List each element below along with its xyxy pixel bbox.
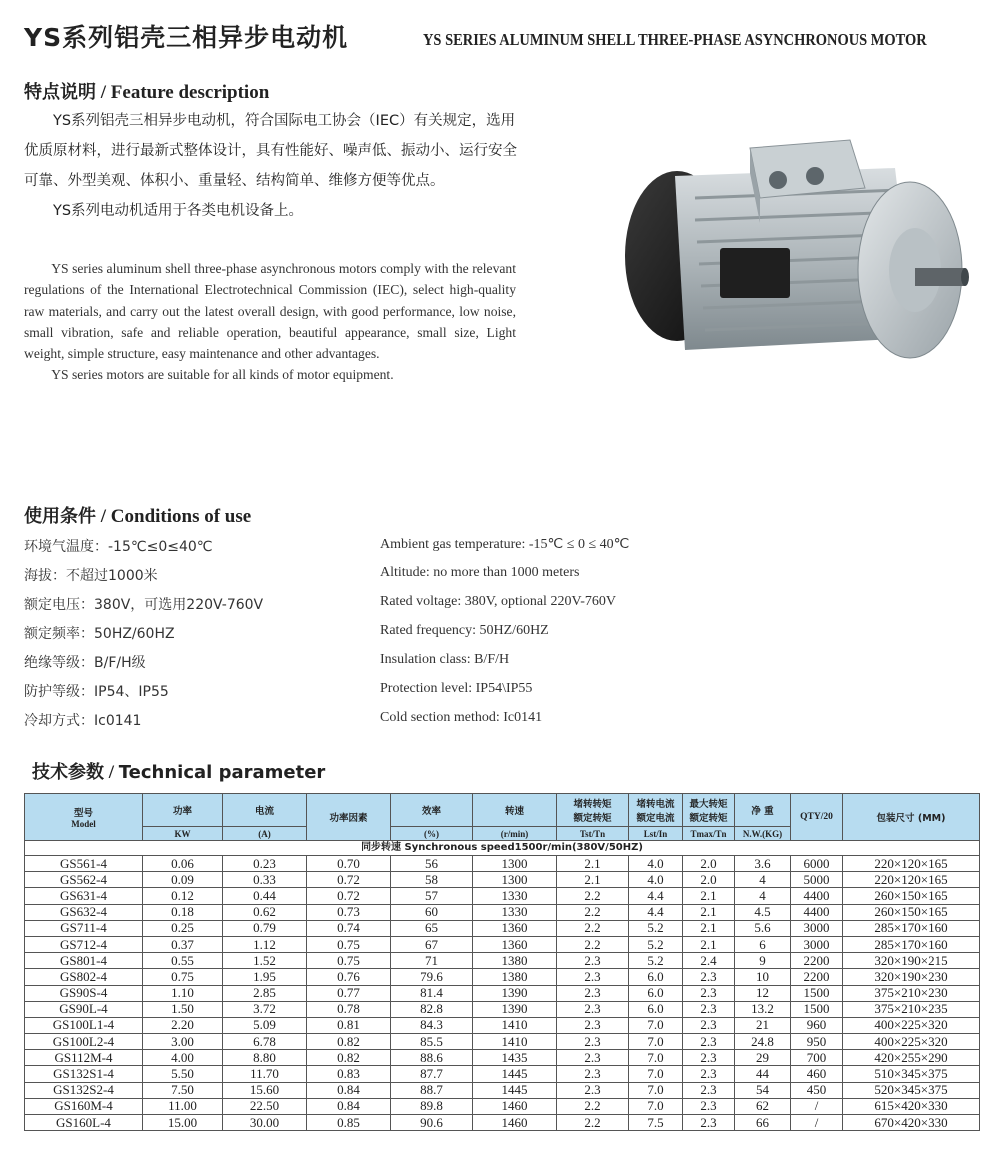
table-cell: 0.25 bbox=[143, 920, 223, 936]
table-cell: 6000 bbox=[791, 856, 843, 872]
header-locked-torque: 堵转转矩 额定转矩 bbox=[557, 794, 629, 827]
table-cell: 2.1 bbox=[683, 920, 735, 936]
table-cell: 8.80 bbox=[223, 1050, 307, 1066]
table-cell: 7.0 bbox=[629, 1082, 683, 1098]
table-cell: 400×225×320 bbox=[843, 1034, 980, 1050]
technical-table bbox=[24, 793, 979, 1131]
header-net-weight: 净 重 bbox=[735, 794, 791, 827]
table-cell: 3000 bbox=[791, 920, 843, 936]
table-cell: 375×210×235 bbox=[843, 1001, 980, 1017]
table-cell: 5.2 bbox=[629, 936, 683, 952]
table-cell: 2.1 bbox=[557, 872, 629, 888]
table-cell: 90.6 bbox=[391, 1115, 473, 1131]
unit-current: (A) bbox=[223, 827, 307, 841]
table-cell: 0.55 bbox=[143, 953, 223, 969]
table-cell: 5.2 bbox=[629, 953, 683, 969]
table-cell: 85.5 bbox=[391, 1034, 473, 1050]
table-cell: 1.50 bbox=[143, 1001, 223, 1017]
table-cell: 950 bbox=[791, 1034, 843, 1050]
feature-heading bbox=[24, 78, 269, 104]
table-cell: 4400 bbox=[791, 904, 843, 920]
table-cell: 0.83 bbox=[307, 1066, 391, 1082]
table-cell: 0.70 bbox=[307, 856, 391, 872]
table-cell: 0.79 bbox=[223, 920, 307, 936]
table-row bbox=[25, 953, 980, 969]
table-cell: 220×120×165 bbox=[843, 856, 980, 872]
feature-en-paragraph-2: YS series motors are suitable for all kinds of motor equipment. bbox=[51, 367, 394, 383]
table-cell: GS90L-4 bbox=[25, 1001, 143, 1017]
condition-en-4: Rated frequency: 50HZ/60HZ bbox=[380, 623, 549, 638]
table-cell: 79.6 bbox=[391, 969, 473, 985]
table-cell: 2200 bbox=[791, 969, 843, 985]
table-row bbox=[25, 985, 980, 1001]
table-cell: 1390 bbox=[473, 1001, 557, 1017]
table-cell: 87.7 bbox=[391, 1066, 473, 1082]
table-cell: 2.4 bbox=[683, 953, 735, 969]
table-cell: 29 bbox=[735, 1050, 791, 1066]
table-cell: 0.37 bbox=[143, 936, 223, 952]
table-cell: GS561-4 bbox=[25, 856, 143, 872]
table-cell: 520×345×375 bbox=[843, 1082, 980, 1098]
table-cell: 2.3 bbox=[683, 1098, 735, 1114]
table-cell: 5.6 bbox=[735, 920, 791, 936]
feature-cn-paragraph-2: YS系列电动机适用于各类电机设备上。 bbox=[53, 203, 304, 219]
table-cell: GS631-4 bbox=[25, 888, 143, 904]
table-cell: 1460 bbox=[473, 1098, 557, 1114]
feature-en-paragraph-1: YS series aluminum shell three-phase asynchronous motors comply with the relevant regulations of the International Electrotechnical Commission (IEC), select high-quality raw materials, and carry out the latest overall design, with good performance, low noise, small vibration, safe and reliable operation, beautiful appearance, small size, Light weight, simple structure, easy maintenance and other advantages. bbox=[24, 261, 516, 362]
table-cell: 1435 bbox=[473, 1050, 557, 1066]
table-cell: 4 bbox=[735, 872, 791, 888]
table-cell: 13.2 bbox=[735, 1001, 791, 1017]
table-cell: 285×170×160 bbox=[843, 936, 980, 952]
table-cell: GS100L1-4 bbox=[25, 1017, 143, 1033]
table-cell: 0.12 bbox=[143, 888, 223, 904]
header-power: 功率 bbox=[143, 794, 223, 827]
feature-text-cn bbox=[24, 106, 519, 226]
table-cell: 2.3 bbox=[557, 1001, 629, 1017]
table-cell: 2.3 bbox=[557, 969, 629, 985]
table-cell: 6 bbox=[735, 936, 791, 952]
table-row bbox=[25, 1017, 980, 1033]
table-cell: 62 bbox=[735, 1098, 791, 1114]
condition-cn-1: 环境气温度：-15℃≤0≤40℃ bbox=[24, 539, 213, 555]
table-cell: 2.3 bbox=[557, 1017, 629, 1033]
table-cell: GS802-4 bbox=[25, 969, 143, 985]
table-cell: 400×225×320 bbox=[843, 1017, 980, 1033]
table-row bbox=[25, 856, 980, 872]
table-cell: 320×190×230 bbox=[843, 969, 980, 985]
feature-text-en bbox=[24, 258, 516, 386]
table-cell: GS90S-4 bbox=[25, 985, 143, 1001]
table-cell: 0.84 bbox=[307, 1082, 391, 1098]
table-cell: GS562-4 bbox=[25, 872, 143, 888]
table-cell: 0.44 bbox=[223, 888, 307, 904]
table-row bbox=[25, 1050, 980, 1066]
table-cell: GS160M-4 bbox=[25, 1098, 143, 1114]
table-cell: 7.50 bbox=[143, 1082, 223, 1098]
table-cell: / bbox=[791, 1098, 843, 1114]
table-cell: 5.2 bbox=[629, 920, 683, 936]
table-cell: 1445 bbox=[473, 1066, 557, 1082]
table-cell: 0.62 bbox=[223, 904, 307, 920]
table-cell: 1.12 bbox=[223, 936, 307, 952]
table-cell: 7.5 bbox=[629, 1115, 683, 1131]
unit-power: KW bbox=[143, 827, 223, 841]
table-cell: 2.2 bbox=[557, 1115, 629, 1131]
technical-heading-en: Technical parameter bbox=[118, 762, 326, 783]
feature-heading-cn: 特点说明 bbox=[24, 82, 96, 103]
condition-en-5: Insulation class: B/F/H bbox=[380, 652, 510, 667]
table-cell: 2.2 bbox=[557, 888, 629, 904]
table-cell: 0.72 bbox=[307, 872, 391, 888]
header-qty: QTY/20 bbox=[791, 794, 843, 841]
unit-locked-torque: Tst/Tn bbox=[557, 827, 629, 841]
table-cell: 9 bbox=[735, 953, 791, 969]
table-row bbox=[25, 1066, 980, 1082]
page-title-cn: YS系列铝壳三相异步电动机 bbox=[24, 23, 349, 52]
unit-efficiency: (%) bbox=[391, 827, 473, 841]
header-model: 型号 Model bbox=[25, 794, 143, 841]
table-cell: 11.00 bbox=[143, 1098, 223, 1114]
conditions-heading bbox=[24, 502, 251, 528]
table-row bbox=[25, 1115, 980, 1131]
table-cell: 2.3 bbox=[557, 1034, 629, 1050]
table-cell: 0.73 bbox=[307, 904, 391, 920]
table-cell: 4.4 bbox=[629, 888, 683, 904]
unit-locked-current: Lst/In bbox=[629, 827, 683, 841]
unit-speed: (r/min) bbox=[473, 827, 557, 841]
table-cell: 12 bbox=[735, 985, 791, 1001]
unit-net-weight: N.W.(KG) bbox=[735, 827, 791, 841]
table-cell: 2.85 bbox=[223, 985, 307, 1001]
table-cell: 56 bbox=[391, 856, 473, 872]
table-cell: 60 bbox=[391, 904, 473, 920]
table-cell: 320×190×215 bbox=[843, 953, 980, 969]
table-row bbox=[25, 872, 980, 888]
table-cell: 57 bbox=[391, 888, 473, 904]
table-cell: 3000 bbox=[791, 936, 843, 952]
table-cell: 2.3 bbox=[557, 1050, 629, 1066]
table-cell: 7.0 bbox=[629, 1034, 683, 1050]
condition-cn-7: 冷却方式：Ic0141 bbox=[24, 713, 142, 729]
table-cell: 11.70 bbox=[223, 1066, 307, 1082]
table-cell: GS100L2-4 bbox=[25, 1034, 143, 1050]
table-row bbox=[25, 936, 980, 952]
table-cell: 88.6 bbox=[391, 1050, 473, 1066]
table-cell: 6.0 bbox=[629, 969, 683, 985]
table-cell: 0.09 bbox=[143, 872, 223, 888]
table-cell: 0.82 bbox=[307, 1050, 391, 1066]
table-cell: 700 bbox=[791, 1050, 843, 1066]
table-cell: 71 bbox=[391, 953, 473, 969]
table-cell: 0.78 bbox=[307, 1001, 391, 1017]
table-cell: GS632-4 bbox=[25, 904, 143, 920]
table-cell: 4.00 bbox=[143, 1050, 223, 1066]
table-cell: 0.72 bbox=[307, 888, 391, 904]
conditions-heading-en: Conditions of use bbox=[110, 506, 252, 527]
table-cell: 670×420×330 bbox=[843, 1115, 980, 1131]
table-row bbox=[25, 888, 980, 904]
condition-en-1: Ambient gas temperature: -15℃ ≤ 0 ≤ 40℃ bbox=[380, 537, 630, 552]
table-cell: 0.06 bbox=[143, 856, 223, 872]
table-cell: 0.85 bbox=[307, 1115, 391, 1131]
table-cell: 1360 bbox=[473, 936, 557, 952]
unit-max-torque: Tmax/Tn bbox=[683, 827, 735, 841]
table-cell: 2.3 bbox=[683, 969, 735, 985]
table-cell: 5.09 bbox=[223, 1017, 307, 1033]
table-cell: GS132S1-4 bbox=[25, 1066, 143, 1082]
table-cell: 2.3 bbox=[683, 1001, 735, 1017]
table-cell: 0.75 bbox=[307, 953, 391, 969]
table-cell: 2.0 bbox=[683, 872, 735, 888]
condition-cn-2: 海拔：不超过1000米 bbox=[24, 568, 158, 584]
table-cell: 4.4 bbox=[629, 904, 683, 920]
table-cell: 0.76 bbox=[307, 969, 391, 985]
table-cell: 82.8 bbox=[391, 1001, 473, 1017]
table-cell: 1.52 bbox=[223, 953, 307, 969]
table-cell: 0.75 bbox=[143, 969, 223, 985]
table-cell: 3.6 bbox=[735, 856, 791, 872]
header-current: 电流 bbox=[223, 794, 307, 827]
condition-cn-5: 绝缘等级：B/F/H级 bbox=[24, 655, 146, 671]
table-cell: 54 bbox=[735, 1082, 791, 1098]
table-cell: 2.3 bbox=[683, 1082, 735, 1098]
table-cell: 2.3 bbox=[557, 1082, 629, 1098]
table-cell: 66 bbox=[735, 1115, 791, 1131]
table-cell: 2.3 bbox=[683, 1017, 735, 1033]
table-cell: 2.2 bbox=[557, 904, 629, 920]
table-cell: 0.84 bbox=[307, 1098, 391, 1114]
table-cell: 1460 bbox=[473, 1115, 557, 1131]
table-cell: 2.3 bbox=[557, 985, 629, 1001]
header-package-size: 包装尺寸 (MM) bbox=[843, 794, 980, 841]
table-cell: 1330 bbox=[473, 888, 557, 904]
table-cell: 2.3 bbox=[683, 1066, 735, 1082]
table-cell: 1330 bbox=[473, 904, 557, 920]
table-cell: 2.3 bbox=[683, 1115, 735, 1131]
table-row bbox=[25, 1098, 980, 1114]
table-cell: 1300 bbox=[473, 856, 557, 872]
table-cell: 0.23 bbox=[223, 856, 307, 872]
table-cell: 4.0 bbox=[629, 856, 683, 872]
table-cell: 4 bbox=[735, 888, 791, 904]
table-cell: 2.3 bbox=[683, 1050, 735, 1066]
table-cell: 3.00 bbox=[143, 1034, 223, 1050]
table-cell: 0.18 bbox=[143, 904, 223, 920]
table-cell: GS711-4 bbox=[25, 920, 143, 936]
table-cell: 1.95 bbox=[223, 969, 307, 985]
table-cell: 89.8 bbox=[391, 1098, 473, 1114]
table-cell: 260×150×165 bbox=[843, 888, 980, 904]
condition-en-7: Cold section method: Ic0141 bbox=[380, 710, 543, 725]
table-cell: / bbox=[791, 1115, 843, 1131]
table-cell: 375×210×230 bbox=[843, 985, 980, 1001]
table-cell: 10 bbox=[735, 969, 791, 985]
table-cell: 5000 bbox=[791, 872, 843, 888]
table-cell: 2.3 bbox=[557, 953, 629, 969]
table-cell: 0.81 bbox=[307, 1017, 391, 1033]
table-cell: 1300 bbox=[473, 872, 557, 888]
table-cell: 2.3 bbox=[557, 1066, 629, 1082]
conditions-heading-cn: 使用条件 bbox=[24, 506, 96, 527]
table-cell: 7.0 bbox=[629, 1066, 683, 1082]
table-cell: 510×345×375 bbox=[843, 1066, 980, 1082]
table-cell: 285×170×160 bbox=[843, 920, 980, 936]
sync-speed-row: 同步转速 Synchronous speed1500r/min(380V/50HZ) bbox=[25, 841, 980, 856]
table-cell: 2.1 bbox=[683, 936, 735, 952]
header-efficiency: 效率 bbox=[391, 794, 473, 827]
table-cell: 0.33 bbox=[223, 872, 307, 888]
table-cell: 24.8 bbox=[735, 1034, 791, 1050]
table-cell: 1380 bbox=[473, 969, 557, 985]
table-cell: 0.75 bbox=[307, 936, 391, 952]
table-cell: 450 bbox=[791, 1082, 843, 1098]
table-cell: 260×150×165 bbox=[843, 904, 980, 920]
conditions-heading-sep: / bbox=[96, 506, 111, 527]
table-row bbox=[25, 1034, 980, 1050]
table-cell: 960 bbox=[791, 1017, 843, 1033]
table-cell: GS712-4 bbox=[25, 936, 143, 952]
table-cell: 1445 bbox=[473, 1082, 557, 1098]
table-cell: 2.0 bbox=[683, 856, 735, 872]
table-cell: 2.20 bbox=[143, 1017, 223, 1033]
table-cell: 67 bbox=[391, 936, 473, 952]
condition-en-2: Altitude: no more than 1000 meters bbox=[380, 565, 580, 580]
header-max-torque: 最大转矩 额定转矩 bbox=[683, 794, 735, 827]
condition-cn-6: 防护等级：IP54、IP55 bbox=[24, 684, 169, 700]
header-speed: 转速 bbox=[473, 794, 557, 827]
table-cell: 4400 bbox=[791, 888, 843, 904]
table-cell: 15.60 bbox=[223, 1082, 307, 1098]
technical-heading-cn: 技术参数 bbox=[32, 762, 104, 783]
table-cell: 2.3 bbox=[683, 1034, 735, 1050]
table-row bbox=[25, 920, 980, 936]
table-cell: 84.3 bbox=[391, 1017, 473, 1033]
table-cell: 4.5 bbox=[735, 904, 791, 920]
table-cell: 1.10 bbox=[143, 985, 223, 1001]
table-cell: 1410 bbox=[473, 1017, 557, 1033]
condition-en-3: Rated voltage: 380V, optional 220V-760V bbox=[380, 594, 617, 609]
technical-heading-sep: / bbox=[104, 762, 119, 783]
table-cell: GS132S2-4 bbox=[25, 1082, 143, 1098]
table-cell: 15.00 bbox=[143, 1115, 223, 1131]
feature-cn-paragraph-1: YS系列铝壳三相异步电动机，符合国际电工协会（IEC）有关规定，选用优质原材料，进行最新式整体设计，具有性能好、噪声低、振动小、运行安全可靠、外型美观、体积小、重量轻、结构简单、维修方便等优点。 bbox=[24, 113, 517, 189]
feature-heading-sep: / bbox=[96, 82, 111, 103]
table-cell: 220×120×165 bbox=[843, 872, 980, 888]
table-cell: 3.72 bbox=[223, 1001, 307, 1017]
table-cell: GS112M-4 bbox=[25, 1050, 143, 1066]
table-cell: 65 bbox=[391, 920, 473, 936]
table-cell: 6.0 bbox=[629, 985, 683, 1001]
table-cell: 1500 bbox=[791, 985, 843, 1001]
table-cell: 4.0 bbox=[629, 872, 683, 888]
motor-image bbox=[615, 128, 975, 383]
table-cell: 460 bbox=[791, 1066, 843, 1082]
table-cell: 44 bbox=[735, 1066, 791, 1082]
technical-heading bbox=[32, 758, 325, 784]
table-cell: 1500 bbox=[791, 1001, 843, 1017]
table-cell: 2200 bbox=[791, 953, 843, 969]
table-row bbox=[25, 1082, 980, 1098]
table-cell: 0.82 bbox=[307, 1034, 391, 1050]
table-cell: 30.00 bbox=[223, 1115, 307, 1131]
table-cell: 1390 bbox=[473, 985, 557, 1001]
header-model-en: Model bbox=[71, 819, 96, 829]
table-cell: 6.0 bbox=[629, 1001, 683, 1017]
table-cell: 420×255×290 bbox=[843, 1050, 980, 1066]
page-title-en: YS SERIES ALUMINUM SHELL THREE-PHASE ASYNCHRONOUS MOTOR bbox=[423, 30, 927, 49]
table-cell: 2.1 bbox=[683, 888, 735, 904]
table-cell: 2.2 bbox=[557, 936, 629, 952]
table-cell: 0.74 bbox=[307, 920, 391, 936]
table-cell: 615×420×330 bbox=[843, 1098, 980, 1114]
header-locked-current: 堵转电流 额定电流 bbox=[629, 794, 683, 827]
table-cell: 2.1 bbox=[683, 904, 735, 920]
table-cell: 5.50 bbox=[143, 1066, 223, 1082]
table-cell: 58 bbox=[391, 872, 473, 888]
table-cell: 21 bbox=[735, 1017, 791, 1033]
table-cell: 0.77 bbox=[307, 985, 391, 1001]
table-cell: 1360 bbox=[473, 920, 557, 936]
condition-cn-4: 额定频率：50HZ/60HZ bbox=[24, 626, 175, 642]
table-cell: 7.0 bbox=[629, 1017, 683, 1033]
table-row bbox=[25, 1001, 980, 1017]
feature-heading-en: Feature description bbox=[110, 82, 270, 103]
table-cell: 1380 bbox=[473, 953, 557, 969]
table-cell: 7.0 bbox=[629, 1098, 683, 1114]
table-cell: GS801-4 bbox=[25, 953, 143, 969]
table-cell: 2.2 bbox=[557, 1098, 629, 1114]
condition-cn-3: 额定电压：380V，可选用220V-760V bbox=[24, 597, 264, 613]
table-cell: 1410 bbox=[473, 1034, 557, 1050]
table-cell: 81.4 bbox=[391, 985, 473, 1001]
table-cell: 2.2 bbox=[557, 920, 629, 936]
header-power-factor: 功率因素 bbox=[307, 794, 391, 841]
table-cell: 7.0 bbox=[629, 1050, 683, 1066]
table-cell: 22.50 bbox=[223, 1098, 307, 1114]
table-cell: 2.3 bbox=[683, 985, 735, 1001]
table-cell: 88.7 bbox=[391, 1082, 473, 1098]
table-cell: GS160L-4 bbox=[25, 1115, 143, 1131]
table-row bbox=[25, 904, 980, 920]
table-row bbox=[25, 969, 980, 985]
condition-en-6: Protection level: IP54\IP55 bbox=[380, 681, 533, 696]
table-cell: 6.78 bbox=[223, 1034, 307, 1050]
table-cell: 2.1 bbox=[557, 856, 629, 872]
